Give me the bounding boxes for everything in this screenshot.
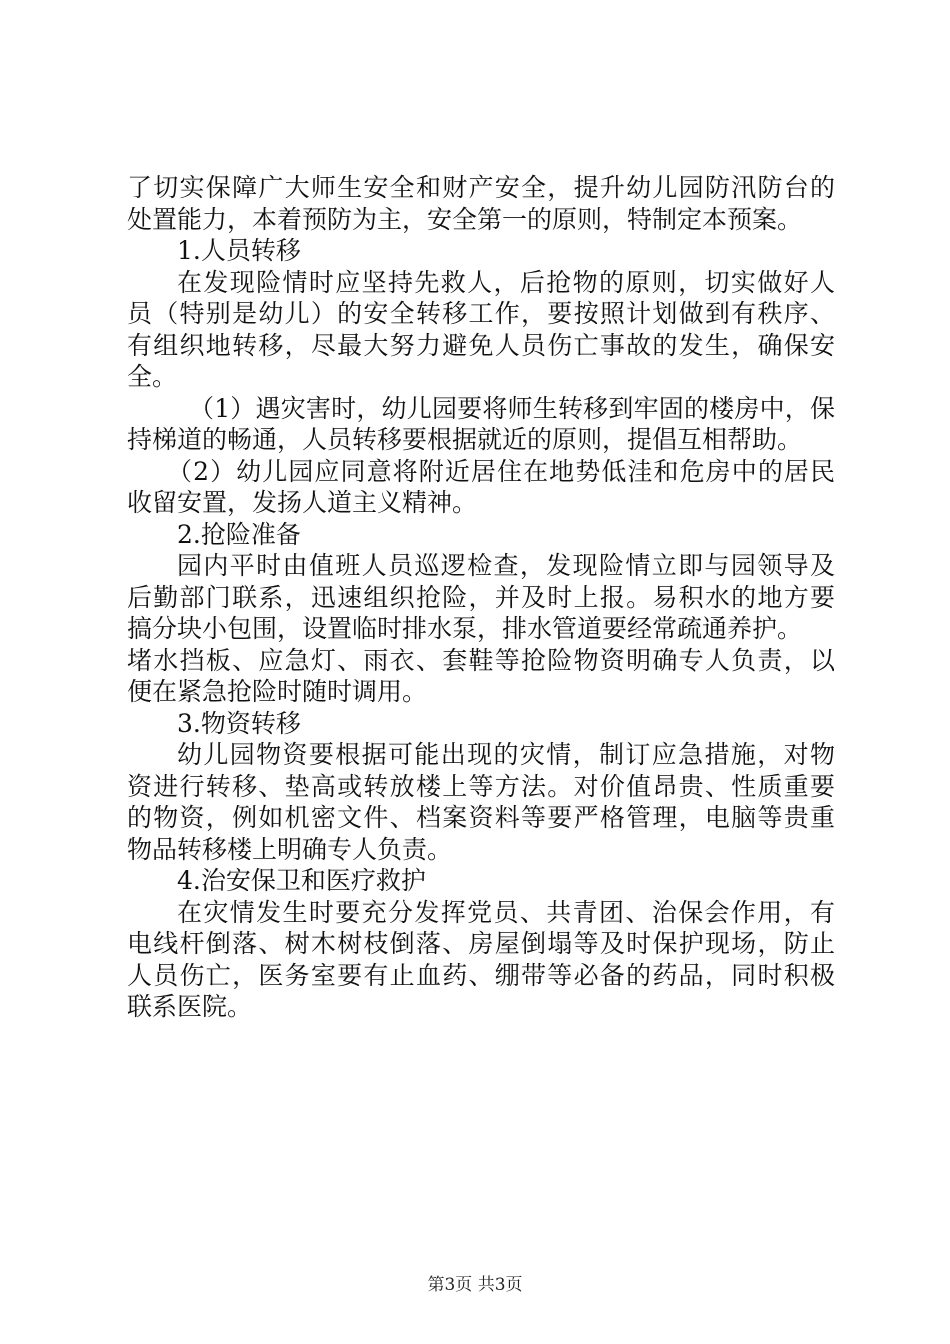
paragraph-line: 了切实保障广大师生安全和财产安全，提升幼儿园防汛防台的 — [127, 173, 835, 202]
paragraph-line: 资进行转移、垫高或转放楼上等方法。对价值昂贵、性质重要 — [127, 771, 835, 801]
section-heading: 4.治安保卫和医疗救护 — [177, 866, 426, 895]
paragraph-line: （1）遇灾害时，幼儿园要将师生转移到牢固的楼房中，保 — [189, 393, 835, 423]
document-body — [127, 172, 835, 1023]
paragraph-line: 的物资，例如机密文件、档案资料等要严格管理，电脑等贵重 — [127, 803, 835, 832]
paragraph-line: 搞分块小包围，设置临时排水泵，排水管道要经常疏通养护。 — [127, 614, 803, 643]
paragraph-line: （2）幼儿园应同意将附近居住在地势低洼和危房中的居民 — [167, 456, 835, 486]
paragraph-line: 堵水挡板、应急灯、雨衣、套鞋等抢险物资明确专人负责，以 — [127, 645, 835, 675]
paragraph-line: 园内平时由值班人员巡逻检查，发现险情立即与园领导及 — [177, 551, 835, 580]
paragraph-line: 有组织地转移，尽最大努力避免人员伤亡事故的发生，确保安 — [127, 330, 835, 360]
paragraph-line: 物品转移楼上明确专人负责。 — [127, 834, 453, 864]
paragraph-line: 持梯道的畅通，人员转移要根据就近的原则，提倡互相帮助。 — [127, 425, 803, 454]
page-footer: 第3页 共3页 — [427, 1275, 523, 1295]
paragraph-line: 在灾情发生时要充分发挥党员、共青团、治保会作用，有 — [177, 897, 835, 927]
paragraph-line: 幼儿园物资要根据可能出现的灾情，制订应急措施，对物 — [177, 740, 835, 769]
paragraph-line: 员（特别是幼儿）的安全转移工作，要按照计划做到有秩序、 — [127, 299, 835, 328]
section-heading: 3.物资转移 — [177, 708, 301, 738]
paragraph-line: 在发现险情时应坚持先救人，后抢物的原则，切实做好人 — [177, 267, 835, 297]
paragraph-line: 联系医院。 — [127, 992, 253, 1021]
paragraph-line: 人员伤亡，医务室要有止血药、绷带等必备的药品，同时积极 — [127, 960, 835, 990]
section-heading: 2.抢险准备 — [177, 519, 301, 549]
section-heading: 1.人员转移 — [177, 236, 301, 265]
paragraph-line: 收留安置，发扬人道主义精神。 — [127, 488, 478, 517]
paragraph-line: 全。 — [127, 362, 178, 391]
paragraph-line: 便在紧急抢险时随时调用。 — [127, 677, 428, 706]
paragraph-line: 电线杆倒落、树木树枝倒落、房屋倒塌等及时保护现场，防止 — [127, 929, 835, 958]
paragraph-line: 后勤部门联系，迅速组织抢险，并及时上报。易积水的地方要 — [127, 582, 835, 612]
paragraph-line: 处置能力，本着预防为主，安全第一的原则，特制定本预案。 — [127, 204, 803, 234]
